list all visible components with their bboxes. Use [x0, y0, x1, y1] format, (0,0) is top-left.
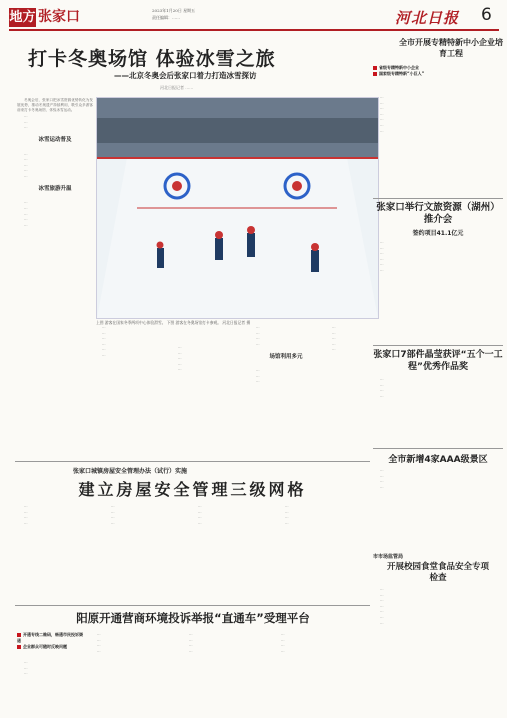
side-story-1 — [379, 37, 503, 197]
bottom-story-col-1: … … … — [24, 660, 28, 676]
lead-column-1: 冬奥会后，张家口把冰雪资源优势转化为发展优势，推动冬奥遗产持续利用，吸引众多游客前来打卡冬奥场馆、体验冰雪运动。 … … … 冰雪运动普及 … … … … … 冰雪旅游升温 … … … … … — [17, 98, 93, 227]
lead-photo-ice-rink — [96, 97, 379, 319]
side-story-1-title: 全市开展专精特新中小企业培育工程 — [399, 38, 503, 58]
side-story-5-body: … … … … … … … — [380, 587, 384, 625]
side-story-5-title: 开展校园食堂食品安全专项检查 — [386, 562, 489, 583]
side-story-2-subtitle: 签约项目41.1亿元 — [412, 230, 464, 237]
lead-column-5: … … … … … — [332, 325, 336, 352]
side-story-1-body: … … … … … … … — [380, 95, 384, 133]
lead-col1-subhead-1: 冰雪运动普及 — [38, 137, 72, 144]
bullet-square-icon — [17, 645, 21, 649]
masthead — [0, 0, 507, 30]
ice-rink-illustration — [97, 98, 378, 318]
side-story-2 — [373, 198, 503, 348]
lead-headline: 打卡冬奥场馆 体验冰雪之旅 — [28, 48, 276, 70]
side-story-4 — [373, 448, 503, 548]
lead-subtitle: ——北京冬奥会后张家口着力打造冰雪探访 — [114, 71, 257, 80]
bullet-square-icon — [17, 633, 21, 637]
bottom-story-bullets — [17, 632, 83, 650]
bullet-square-icon — [373, 72, 377, 76]
bullet-2: 国家级专精特新“小巨人” — [373, 71, 501, 77]
newspaper-logo: 河北日报 — [395, 9, 460, 27]
side-story-3-title: 张家口7部件晶莹获评“五个一工程”优秀作品奖 — [373, 350, 503, 372]
side-story-3 — [373, 345, 503, 445]
bottom-bullet-1: 开通专线二维码，畅通市民投诉渠道 — [17, 632, 83, 643]
section-name: 张家口 — [38, 9, 80, 25]
bottom-story-col-2: … … … … — [97, 632, 101, 653]
lead-col1-subhead-2: 冰雪旅游升温 — [38, 186, 72, 193]
lead-column-2: … … … … … … — [102, 325, 106, 357]
lead-column-4: … … … … 场馆利用多元 … … … — [249, 325, 323, 457]
lead-photo-caption: 上图 游客在国家冬季两项中心体验滑雪。 下图 游客在冬奥场馆打卡参观。 河北日报记者 摄 — [96, 320, 251, 325]
bullet-1: 省级专精特新中小企业 — [373, 65, 501, 71]
editor-line: 责任编辑：…… — [152, 15, 180, 20]
lead-intro: 冬奥会后，张家口把冰雪资源优势转化为发展优势，推动冬奥遗产持续利用，吸引众多游客前来打卡冬奥场馆、体验冰雪运动。 — [17, 98, 93, 113]
date-line: 2023年1月20日 星期五 — [152, 8, 196, 13]
mid-story-col-1: … … … … — [24, 504, 28, 525]
side-story-2-body: … … … … … … — [380, 240, 384, 272]
lead-byline: 河北日报记者 …… — [160, 85, 194, 90]
mid-story-col-2: … … … … — [111, 504, 115, 525]
side-story-4-body: … … … … — [380, 468, 384, 489]
bottom-story-headline: 阳原开通营商环境投诉举报“直通车”受理平台 — [76, 611, 310, 625]
mid-story-col-4: … … … … — [285, 504, 289, 525]
side-story-4-title: 全市新增4家AAA级景区 — [388, 455, 488, 465]
lead-col4-subhead: 场馆利用多元 — [269, 353, 303, 360]
bottom-story-col-3: … … … … — [189, 632, 193, 653]
side-story-3-body: … … … … — [380, 377, 384, 398]
bullet-square-icon — [373, 66, 377, 70]
bottom-story-col-4: … … … … — [281, 632, 285, 653]
page-number: 6 — [481, 5, 492, 25]
section-tag: 地方 — [9, 10, 36, 25]
side-story-5-kicker: 市市场监管局 — [373, 554, 404, 560]
side-story-2-title: 张家口举行文旅资源（湖州）推介会 — [376, 202, 500, 225]
side-story-1-bullets — [373, 65, 501, 77]
mid-story-col-3: … … … … — [198, 504, 202, 525]
mid-story-kicker: 张家口城镇房屋安全管理办法（试行）实施 — [73, 468, 188, 475]
side-story-5 — [373, 553, 503, 713]
mid-story-headline: 建立房屋安全管理三级网格 — [78, 480, 307, 499]
bottom-bullet-2: 企业群众可随时反映问题 — [17, 644, 83, 650]
lead-column-3: … … … … … — [178, 345, 182, 372]
